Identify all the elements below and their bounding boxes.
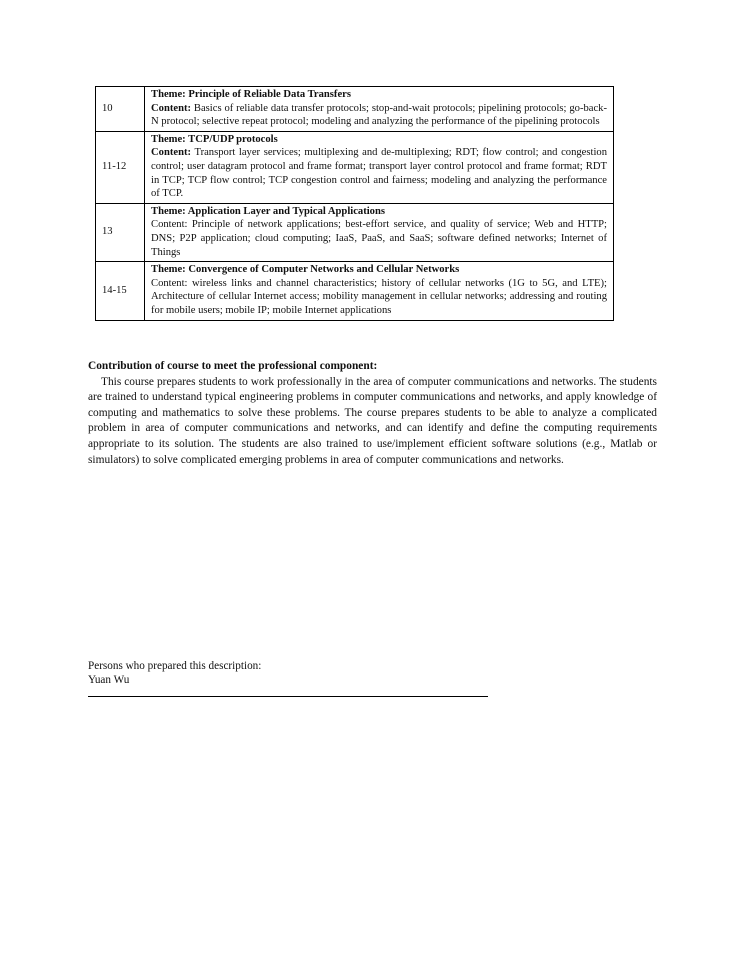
topic-content: Content: wireless links and channel characteristics; history of cellular networks (1G to 5G, and LTE); Architecture of cellular Internet access; mobility management in cellular networks; addressing and routing for mobile users; mobile IP; mobile Internet applications bbox=[151, 277, 607, 316]
week-cell: 10 bbox=[96, 87, 145, 132]
topic-cell bbox=[145, 262, 614, 320]
prepared-by-section bbox=[88, 659, 261, 687]
topic-cell bbox=[145, 203, 614, 261]
topic-cell bbox=[145, 131, 614, 203]
contribution-heading: Contribution of course to meet the professional component: bbox=[88, 360, 378, 372]
week-cell: 13 bbox=[96, 203, 145, 261]
topic-cell bbox=[145, 87, 614, 132]
content-text: Transport layer services; multiplexing and de-multiplexing; RDT; flow control; and congestion control; user datagram protocol and frame format; transport layer control protocol and frame format; RDT in TCP; TCP flow control; TCP congestion control and fairness; modeling and analyzing the performance of TCP. bbox=[151, 147, 607, 200]
contribution-paragraph: This course prepares students to work professionally in the area of computer communications and networks. The students are trained to understand typical engineering problems in computer communications and networks, and apply knowledge of computing and mathematics to solve these problems. The course prepares students to be able to analyze a complicated problem in area of computer communications and networks, and can identify and define the computing requirements appropriate to its solution. The students are also trained to use/implement efficient software solutions (e.g., Matlab or simulators) to solve complicated emerging problems in area of computer communications and networks. bbox=[88, 375, 657, 466]
topic-theme: Theme: Application Layer and Typical Applications bbox=[151, 205, 385, 217]
week-cell: 11-12 bbox=[96, 131, 145, 203]
topic-content: Content: Principle of network applications; best-effort service, and quality of service; Web and HTTP; DNS; P2P application; cloud computing; IaaS, PaaS, and SaaS; software defined networks; Internet of Things bbox=[151, 219, 607, 258]
prepared-by-label: Persons who prepared this description: bbox=[88, 660, 262, 672]
contribution-section bbox=[88, 359, 657, 468]
topic-theme: Theme: Principle of Reliable Data Transfers bbox=[151, 89, 351, 100]
topic-content bbox=[151, 146, 607, 200]
week-cell: 14-15 bbox=[96, 262, 145, 320]
topic-content bbox=[151, 102, 607, 129]
table-row bbox=[96, 203, 614, 261]
table-row bbox=[96, 131, 614, 203]
content-text: Basics of reliable data transfer protocols; stop-and-wait protocols; pipelining protocols; go-back-N protocol; selective repeat protocol; modeling and analyzing the performance of the pipelining protocols bbox=[151, 102, 607, 128]
table-row bbox=[96, 262, 614, 320]
topic-theme: Theme: Convergence of Computer Networks and Cellular Networks bbox=[151, 264, 460, 276]
topic-theme: Theme: TCP/UDP protocols bbox=[151, 133, 278, 145]
content-label: Content: bbox=[151, 147, 192, 159]
content-label: Content: bbox=[151, 102, 192, 114]
signature-line bbox=[88, 696, 488, 697]
preparer-name: Yuan Wu bbox=[88, 674, 130, 686]
table-row bbox=[96, 87, 614, 132]
course-topics-table bbox=[95, 86, 614, 321]
